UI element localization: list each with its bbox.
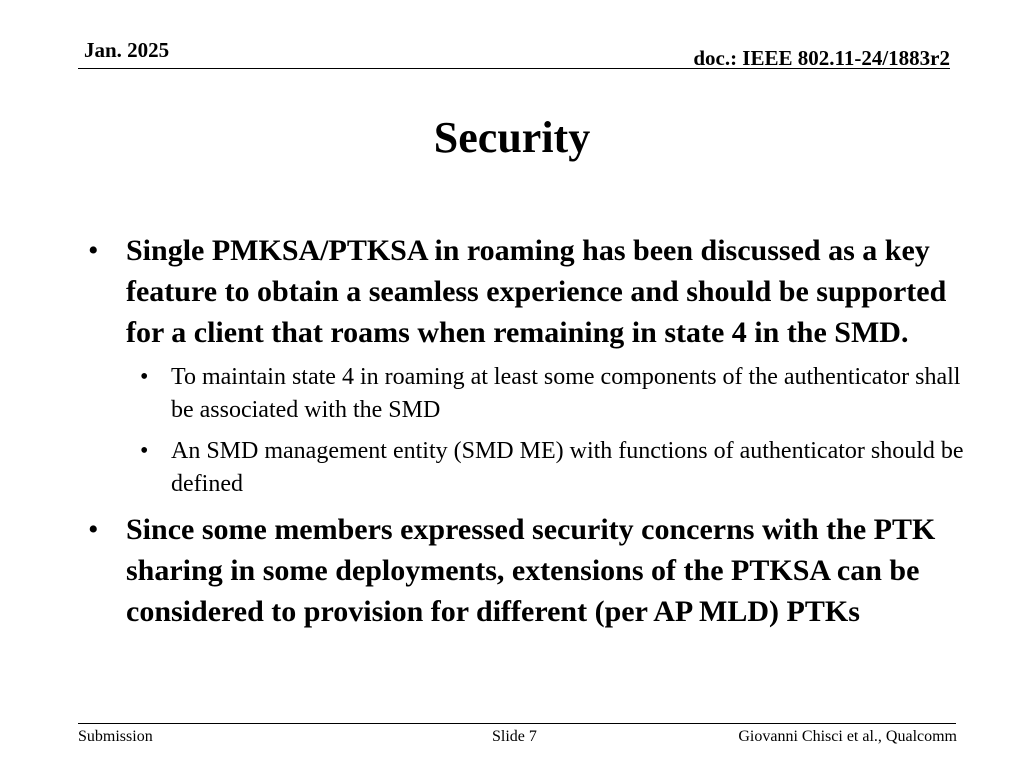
sub-bullet-item xyxy=(84,435,964,501)
sub-bullet-item xyxy=(84,361,964,427)
header-doc-id: doc.: IEEE 802.11-24/1883r2 xyxy=(693,46,950,70)
header-date: Jan. 2025 xyxy=(84,38,170,62)
bullet-text: Since some members expressed security concerns with the PTK sharing in some deployments, extensions of the PTKSA can be considered to provision for different (per AP MLD) PTKs xyxy=(126,513,936,628)
footer-divider xyxy=(78,723,956,724)
bullet-text: Single PMKSA/PTKSA in roaming has been discussed as a key feature to obtain a seamless experience and should be supported for a client that roams when remaining in state 4 in the SMD. xyxy=(126,234,947,349)
slide-title: Security xyxy=(433,113,591,162)
sub-bullet-marker: • xyxy=(140,364,149,390)
footer-slide-number: Slide 7 xyxy=(492,728,537,745)
bullet-item xyxy=(84,230,964,353)
sub-bullet-text: To maintain state 4 in roaming at least some components of the authenticator shall be associated with the SMD xyxy=(171,364,961,423)
slide-body xyxy=(84,230,964,640)
footer-submission: Submission xyxy=(78,728,153,745)
bullet-marker: • xyxy=(88,513,99,546)
footer-authors: Giovanni Chisci et al., Qualcomm xyxy=(738,728,957,745)
bullet-marker: • xyxy=(88,234,99,267)
header-divider xyxy=(78,68,950,69)
bullet-item xyxy=(84,509,964,632)
sub-bullet-marker: • xyxy=(140,438,149,464)
sub-bullet-text: An SMD management entity (SMD ME) with functions of authenticator should be defined xyxy=(171,438,964,497)
